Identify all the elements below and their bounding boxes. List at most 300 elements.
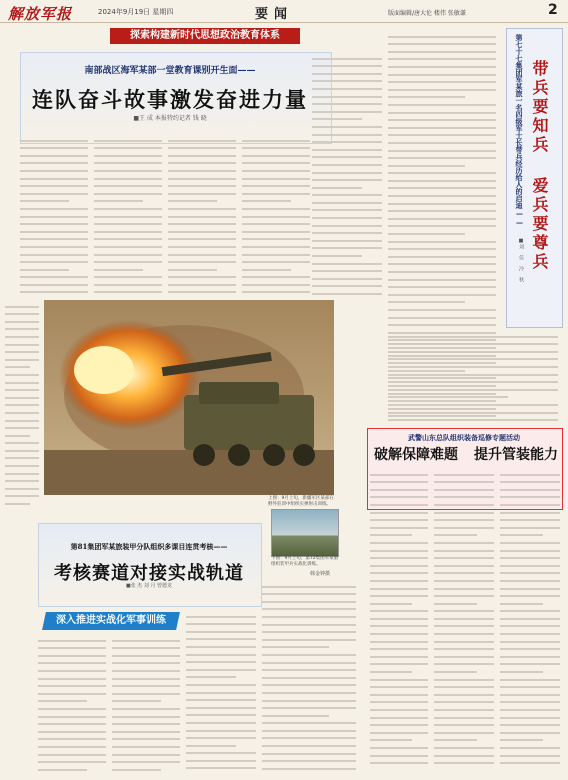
text-line	[168, 240, 236, 248]
text-line	[500, 498, 560, 506]
text-line	[20, 142, 88, 150]
text-line	[262, 717, 356, 725]
text-line	[388, 189, 496, 197]
text-line	[262, 679, 356, 687]
text-line	[370, 620, 428, 628]
text-line	[370, 582, 428, 590]
text-line	[388, 398, 558, 406]
text-line	[38, 657, 106, 665]
text-line	[434, 612, 494, 620]
text-line	[242, 263, 291, 271]
text-line	[500, 726, 560, 734]
text-line	[388, 296, 465, 304]
text-line	[186, 640, 256, 648]
text-line	[434, 529, 477, 537]
feature-headline: 连队奋斗故事激发奋进力量	[32, 87, 308, 112]
text-line	[370, 749, 428, 757]
feature-text-col-4	[242, 134, 312, 294]
lower-text-col-2	[112, 634, 182, 774]
text-line	[20, 149, 88, 157]
feature-kicker: 南部战区海军某部一堂教育课别开生面——	[84, 66, 256, 76]
text-line	[370, 650, 428, 658]
text-line	[5, 346, 39, 354]
text-line	[312, 234, 382, 242]
text-line	[186, 747, 256, 755]
text-line	[434, 658, 494, 666]
text-line	[38, 740, 106, 748]
text-line	[500, 574, 560, 582]
lower-kicker: 第81集团军某旅装甲分队组织多课目连贯考核——	[70, 542, 228, 551]
text-line	[388, 243, 496, 251]
text-line	[186, 618, 256, 626]
text-line	[262, 641, 329, 649]
text-line	[434, 476, 494, 484]
text-line	[312, 143, 382, 151]
text-line	[312, 128, 382, 136]
text-line	[388, 368, 558, 376]
text-line	[434, 483, 494, 491]
text-line	[370, 665, 412, 673]
text-line	[434, 597, 477, 605]
text-line	[434, 605, 494, 613]
text-line	[312, 272, 382, 280]
text-line	[112, 680, 180, 688]
text-line	[242, 286, 310, 294]
text-line	[500, 643, 560, 651]
text-line	[500, 559, 560, 567]
text-line	[312, 174, 382, 182]
text-line	[388, 129, 496, 137]
text-line	[370, 590, 428, 598]
text-line	[370, 521, 428, 529]
text-line	[5, 399, 39, 407]
text-line	[500, 696, 560, 704]
training-photo-credit: 韩金钟摄	[310, 571, 331, 577]
text-line	[434, 719, 494, 727]
text-line	[94, 172, 162, 180]
text-line	[112, 740, 180, 748]
text-line	[186, 678, 256, 686]
text-line	[262, 656, 356, 664]
text-line	[388, 360, 558, 368]
text-line	[500, 590, 560, 598]
text-line	[388, 83, 496, 91]
text-line	[38, 634, 106, 642]
text-line	[94, 240, 162, 248]
text-line	[5, 376, 39, 384]
training-photo-caption: 下图：9月上旬，第72集团军某旅组织装甲兵实战化训练。	[271, 556, 339, 567]
text-line	[168, 286, 236, 294]
text-line	[434, 627, 494, 635]
text-line	[370, 468, 428, 476]
text-line	[5, 315, 39, 323]
text-line	[5, 475, 39, 483]
text-line	[242, 278, 310, 286]
text-line	[94, 149, 162, 157]
text-line	[38, 756, 106, 764]
text-line	[168, 278, 236, 286]
text-line	[500, 521, 560, 529]
text-line	[94, 187, 162, 195]
text-line	[242, 149, 310, 157]
text-line	[186, 701, 256, 709]
text-line	[168, 218, 236, 226]
text-line	[370, 612, 428, 620]
text-line	[500, 491, 560, 499]
news-headline-b: 提升管装能力	[474, 447, 558, 463]
text-line	[500, 749, 560, 757]
text-line	[388, 311, 496, 319]
text-line	[434, 506, 494, 514]
text-line	[370, 627, 428, 635]
text-line	[500, 734, 543, 742]
text-line	[112, 756, 180, 764]
text-line	[112, 748, 180, 756]
text-line	[388, 227, 465, 235]
text-line	[500, 567, 560, 575]
text-line	[186, 663, 256, 671]
text-line	[370, 643, 428, 651]
text-line	[388, 136, 496, 144]
text-line	[242, 142, 310, 150]
lower-byline: ■张 杰 刘 月 曾德龙	[125, 583, 173, 589]
text-line	[112, 695, 161, 703]
text-line	[312, 189, 382, 197]
text-line	[434, 544, 494, 552]
text-line	[434, 681, 494, 689]
text-line	[5, 308, 39, 316]
text-line	[94, 142, 162, 150]
text-line	[94, 134, 162, 142]
text-line	[388, 159, 465, 167]
text-line	[38, 642, 106, 650]
text-line	[500, 650, 560, 658]
text-line	[20, 180, 88, 188]
text-line	[20, 195, 69, 203]
text-line	[370, 658, 428, 666]
text-line	[94, 164, 162, 172]
text-line	[38, 733, 106, 741]
text-line	[388, 205, 496, 213]
text-line	[500, 544, 560, 552]
text-line	[388, 38, 496, 46]
text-line	[370, 514, 428, 522]
text-line	[262, 603, 356, 611]
text-line	[434, 673, 494, 681]
text-line	[168, 225, 236, 233]
text-line	[500, 612, 560, 620]
text-line	[312, 211, 382, 219]
text-line	[388, 406, 558, 414]
text-line	[242, 172, 310, 180]
text-line	[434, 498, 494, 506]
text-line	[312, 280, 382, 288]
text-line	[186, 633, 256, 641]
text-line	[5, 368, 39, 376]
text-line	[388, 45, 496, 53]
text-line	[500, 597, 543, 605]
text-line	[38, 702, 106, 710]
text-line	[112, 733, 180, 741]
text-line	[20, 157, 88, 165]
text-line	[242, 256, 310, 264]
news-headline-a: 破解保障难题	[374, 447, 458, 463]
text-line	[388, 235, 496, 243]
text-line	[5, 437, 39, 445]
text-line	[388, 265, 496, 273]
feature-text-col-3	[168, 134, 238, 294]
text-line	[388, 152, 496, 160]
text-line	[94, 225, 162, 233]
text-line	[20, 278, 88, 286]
text-line	[312, 204, 382, 212]
text-line	[500, 703, 560, 711]
text-line	[112, 763, 161, 771]
text-line	[242, 202, 310, 210]
text-line	[312, 265, 382, 273]
text-line	[500, 582, 560, 590]
text-line	[242, 271, 310, 279]
text-line	[186, 656, 256, 664]
text-line	[434, 468, 494, 476]
text-line	[262, 595, 356, 603]
text-line	[370, 696, 428, 704]
text-line	[370, 757, 428, 765]
text-line	[5, 497, 30, 505]
text-line	[20, 271, 88, 279]
text-line	[262, 618, 356, 626]
text-line	[500, 673, 560, 681]
text-line	[434, 749, 494, 757]
text-line	[262, 724, 356, 732]
text-line	[500, 741, 560, 749]
photo-caption: 上图：9月上旬，新疆军区某部在野外驻训中组织实弹射击训练。	[268, 496, 334, 507]
text-line	[370, 597, 412, 605]
text-line	[38, 710, 106, 718]
text-line	[312, 196, 382, 204]
text-line	[242, 134, 310, 142]
text-line	[186, 671, 236, 679]
text-line	[500, 719, 560, 727]
text-line	[434, 536, 494, 544]
text-line	[500, 711, 560, 719]
text-line	[186, 709, 256, 717]
text-line	[500, 529, 543, 537]
text-line	[370, 726, 428, 734]
text-line	[112, 649, 180, 657]
text-line	[38, 763, 87, 771]
text-line	[370, 741, 428, 749]
text-line	[5, 391, 39, 399]
text-line	[434, 514, 494, 522]
training-photo	[271, 509, 339, 557]
news-text-col-1	[370, 468, 430, 768]
text-line	[168, 180, 236, 188]
text-line	[370, 491, 428, 499]
text-line	[168, 149, 236, 157]
text-line	[500, 483, 560, 491]
text-line	[312, 287, 382, 295]
text-line	[262, 732, 356, 740]
left-narrow-column	[5, 300, 41, 510]
text-line	[370, 559, 428, 567]
text-line	[388, 121, 496, 129]
text-line	[168, 233, 236, 241]
text-line	[434, 703, 494, 711]
text-line	[434, 559, 494, 567]
text-line	[168, 157, 236, 165]
text-line	[94, 256, 162, 264]
text-line	[370, 476, 428, 484]
text-line	[388, 330, 558, 338]
text-line	[5, 338, 39, 346]
text-line	[5, 414, 39, 422]
side-kicker: 第七十七集团军某旅一名四级军士长带兵经历给人的启迪——	[515, 34, 524, 227]
text-line	[370, 673, 428, 681]
text-line	[434, 643, 494, 651]
text-line	[20, 256, 88, 264]
text-line	[312, 113, 362, 121]
text-line	[186, 754, 256, 762]
text-line	[94, 248, 162, 256]
text-line	[262, 648, 356, 656]
text-line	[5, 459, 39, 467]
text-line	[434, 574, 494, 582]
issue-date: 2024年9月19日 星期四	[98, 8, 174, 16]
text-line	[242, 157, 310, 165]
text-line	[370, 544, 428, 552]
lower-text-col-1	[38, 634, 108, 774]
artillery-photo	[44, 300, 334, 495]
text-line	[262, 588, 356, 596]
text-line	[500, 552, 560, 560]
text-line	[94, 157, 162, 165]
text-line	[168, 202, 236, 210]
news-text-col-2	[434, 468, 496, 768]
text-line	[370, 605, 428, 613]
text-line	[242, 210, 310, 218]
text-line	[242, 195, 291, 203]
text-line	[500, 536, 560, 544]
text-line	[168, 248, 236, 256]
text-line	[262, 626, 356, 634]
text-line	[186, 694, 256, 702]
feature-banner: 探索构建新时代思想政治教育体系	[110, 28, 300, 44]
text-line	[186, 686, 256, 694]
text-line	[500, 681, 560, 689]
text-line	[500, 506, 560, 514]
text-line	[370, 734, 412, 742]
text-line	[186, 625, 256, 633]
text-line	[500, 476, 560, 484]
text-line	[168, 172, 236, 180]
text-line	[168, 164, 236, 172]
text-line	[5, 330, 39, 338]
text-line	[262, 664, 356, 672]
text-line	[388, 383, 558, 391]
text-line	[94, 271, 162, 279]
text-line	[5, 384, 39, 392]
text-line	[5, 490, 39, 498]
text-line	[262, 709, 329, 717]
text-line	[370, 681, 428, 689]
text-line	[262, 755, 356, 763]
section-title: 要闻	[255, 7, 294, 22]
text-line	[38, 748, 106, 756]
text-line	[434, 567, 494, 575]
text-line	[388, 30, 496, 38]
text-line	[370, 688, 428, 696]
text-line	[20, 134, 88, 142]
text-line	[312, 249, 362, 257]
text-line	[312, 75, 382, 83]
text-line	[168, 134, 236, 142]
text-line	[388, 197, 496, 205]
news-kicker: 武警山东总队组织装备巡修专题活动	[408, 433, 520, 442]
text-line	[388, 258, 496, 266]
text-line	[370, 719, 428, 727]
side-headline: 带兵要知兵 爱兵要尊兵	[530, 60, 549, 272]
text-line	[434, 734, 477, 742]
text-line	[20, 164, 88, 172]
text-line	[168, 142, 236, 150]
text-line	[388, 288, 496, 296]
text-line	[262, 694, 356, 702]
text-line	[94, 286, 162, 294]
text-line	[434, 620, 494, 628]
text-line	[168, 263, 217, 271]
text-line	[112, 642, 180, 650]
text-line	[38, 664, 106, 672]
artillery-photo-image	[44, 300, 334, 495]
text-line	[94, 202, 162, 210]
text-line	[312, 181, 362, 189]
text-line	[20, 210, 88, 218]
text-line	[312, 60, 382, 68]
page-number: 2	[548, 2, 558, 18]
text-line	[312, 151, 382, 159]
text-line	[20, 248, 88, 256]
text-line	[370, 574, 428, 582]
text-line	[262, 747, 356, 755]
text-line	[242, 180, 310, 188]
text-line	[112, 657, 180, 665]
text-line	[112, 664, 180, 672]
lower-text-col-4	[262, 580, 358, 774]
text-line	[388, 353, 558, 361]
text-line	[388, 114, 496, 122]
text-line	[312, 82, 382, 90]
text-line	[388, 182, 496, 190]
text-line	[94, 180, 162, 188]
text-line	[388, 345, 558, 353]
text-line	[370, 567, 428, 575]
text-line	[20, 187, 88, 195]
text-line	[500, 605, 560, 613]
text-line	[5, 482, 39, 490]
lower-subhead-text: 深入推进实战化军事训练	[56, 615, 166, 626]
text-line	[186, 716, 256, 724]
text-line	[5, 353, 39, 361]
text-line	[312, 105, 382, 113]
text-line	[20, 286, 88, 294]
text-line	[112, 687, 180, 695]
lower-subhead	[42, 612, 180, 630]
text-line	[262, 702, 356, 710]
text-line	[312, 257, 382, 265]
text-line	[370, 529, 412, 537]
text-line	[168, 271, 236, 279]
